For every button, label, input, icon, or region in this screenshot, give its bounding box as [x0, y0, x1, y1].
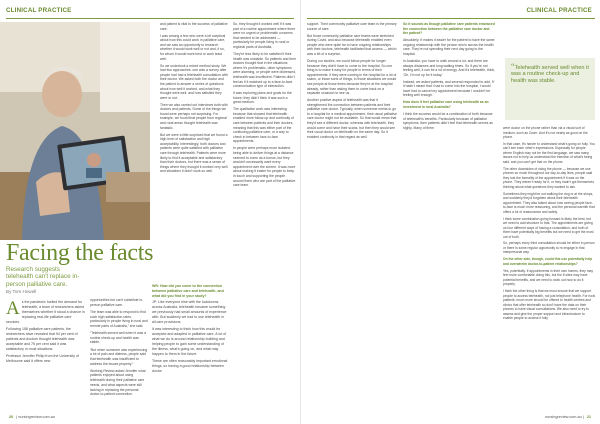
section-label-right: CLINICAL PRACTICE	[526, 7, 592, 14]
body-column-4	[160, 22, 228, 176]
paragraph: and patient is vital to the success of palliative care.	[160, 22, 228, 31]
paragraph: Working Review asked Jennifer what patients enjoyed about using telehealth during their palliative care needs, and what aspects were still lacking in replacing the personal doctor-to-patient connection.	[90, 368, 146, 397]
footer-site-left: | nursingreview.com.au	[16, 415, 55, 419]
paragraph: It was exploring plans and goals for the future; they didn't think it was such a great medium.	[233, 91, 292, 105]
paragraph: opportunities but can't substitute in-person palliative care.	[90, 298, 144, 307]
paragraph: As the pandemic fuelled the demand for telehealth, a team of researchers asked themselves whether it stood a chance in replacing real-life palliative care services.	[6, 298, 85, 324]
header-rule-left	[6, 18, 294, 19]
article-byline: By Tom Howell	[6, 289, 37, 294]
pull-quote: “Telehealth served well when it was a routine check-up and health was stable.	[505, 58, 595, 120]
paragraph: But we were a little surprised that we found a high level of satisfaction and high acceptability. Interestingly, both doctors and patients were quite satisfied with palliative care through telehealth. Patients were more likely to find it acceptable and satisfactory than their doctors, but there was a sense of things where they thought it worked very well and situations it didn't work so well.	[160, 132, 228, 174]
interview-question: WR: How did you come to the connection between palliative care and telehealth, and what did you find in your study?	[152, 284, 224, 298]
paragraph: In that case, it's harder to understand what's going on fully. You can't see each other's expressions. Especially for people where English may not be the first language, we saw many issues not to help us understand the intention of what's being said, and you can't get that on the phone.	[503, 141, 595, 164]
body-column-1	[6, 300, 85, 366]
body-column-8	[503, 126, 595, 323]
paragraph: “Telehealth served well when it was a routine check-up and health was stable.	[90, 331, 146, 345]
paragraph: The qualitative work was interesting because that showed that telehealth enabled more follow-up and continuity of care between patients and their doctors, meaning that this was either part of the continuing palliative care, or a way to check in between face-to-face appointments.	[233, 107, 294, 144]
paragraph: Following 158 palliative care patients, the researchers have revealed that 94 per cent of patients and doctors thought telehealth was acceptable and 75 per cent said it was satisfactory in most situations.	[6, 326, 78, 351]
paragraph: Professor Jennifer Philip from the University of Melbourne said it offers new	[6, 353, 79, 363]
paragraph: support. Their community palliative care team is the primary source of care.	[307, 22, 397, 31]
paragraph: The team was able to respond to find such high satisfaction rates, particularly in people living in rural and remote parts of Australia,” she said.	[90, 309, 148, 328]
article-photo	[0, 22, 150, 240]
paragraph: Instead, we asked patients, and several responded to add, 'If it hadn't meant that I had to come into the hospital, I would have had to cancel my appointment because I wouldn't be feeling well enough.'	[403, 79, 495, 98]
right-page	[300, 0, 600, 424]
paragraph: “But when someone was experiencing a lot of pain and distress, people said that telehealth was insufficient to address the issues properly.”	[90, 347, 148, 366]
paragraph: JP: Like everyone else with the lockdowns across Australia, telehealth became something we previously had small amounts of experience with. But suddenly we had to use telehealth in all care provisions.	[152, 300, 227, 324]
paragraph: Another positive aspect of telehealth was that it strengthened the connection between patients and their palliative care doctor. Typically, when someone needs to go to a hospital for a medical appointment, their usual palliative care doctor might not be available. So that would mean that they'd see a different doctor, whereas with telehealth, they would come and have their scans, but then they would see their usual doctor on telehealth on the same day. So it enabled continuity in that regard as well.	[307, 98, 397, 139]
body-column-5	[233, 22, 296, 190]
drop-cap: A	[6, 298, 20, 319]
paragraph: In Australia, you have to walk around a lot, and there are always distances and long waiting times. So if you're not feeling well, it can be a lot of energy. And it's telehealth, think, 'Oh, I'm not up for it today.'	[403, 58, 495, 77]
paragraph: During our studies, we could follow people for longer because they didn't have to come to the hospital. So one thing is to make it easy for people in terms of their appointments: if they were coming in the hospital for a lot of scans, or those sorts of things, in those situations we would see people at those times because they're at the hospital already, rather than asking them to come back on a separate occasion to see us.	[307, 58, 397, 96]
paragraph: Sometimes they might be out walking the dog or at the shops, and suddenly they'd forgotten about their telehealth appointment. They also talked about how seeing people face-to-face is much more reassuring, and the personal warmth that offers a lot of reassurance and safety.	[503, 191, 595, 214]
interview-question: On the other side, though, could this use potentially help and overwhelm doctor-to-patient relationships?	[503, 257, 593, 266]
paragraph: Then we also carried out interviews both with doctors and patients. Some of the things we found were perhaps not surprising. For example, we found that people from regional and rural areas thought telehealth was fantastic.	[160, 102, 228, 130]
body-column-2	[90, 298, 148, 399]
paragraph: The other downsides of using the phone — because we use phones so much throughout our day-to-day lives, people said they lost the formality of the appointment if it was on the phone. They weren't ready for it, or they hadn't got themselves thinking about what questions they wanted to ask.	[503, 166, 594, 189]
paragraph: They're less likely to be satisfied if their health was unstable. So patients and their doctors thought that in the situations where it's problematic, other symptoms were alarming, or people were distressed, telehealth was insufficient. Patients didn't feel as if it matched up to a face-to-face communication type of interaction.	[233, 51, 296, 89]
paragraph: I think the success would be a combination of both because of telehealth's benefits. Particularly because of palliative symptoms, then patients didn't feel that telehealth serves as highly. Many of them	[403, 112, 493, 130]
paragraph: So, they thought it worked well if it was part of a routine appointment where there were no urgent or problematic concerns that needed to be addressed — particularly for people living in rural or regional parts of Australia.	[233, 22, 296, 49]
page-number-left: 20	[9, 415, 14, 419]
footer-site-right: nursingreview.com.au |	[545, 415, 584, 419]
interview-question: How does it feel palliative care using telehealth as an investment in rural Australia?	[403, 100, 489, 110]
interview-question: So it sounds as though palliative care patients embraced the connection between the palliative care doctor and the patient?	[403, 22, 495, 36]
header-rule-right	[307, 18, 595, 19]
page-number-right: 21	[586, 415, 591, 419]
footer-right	[545, 415, 594, 419]
paragraph: It was interesting to think how this would be accepted and adapted in palliative care. A lot of what we do is around relationship building and helping people to gain some understanding of the illness, what's going on, and what may happen to them in the future.	[152, 327, 227, 356]
body-column-3	[152, 284, 228, 376]
section-label-left: CLINICAL PRACTICE	[6, 7, 72, 14]
body-column-6	[307, 22, 397, 142]
quote-mark-icon: “	[511, 62, 515, 71]
body-column-7	[403, 22, 495, 133]
paragraph: So we undertook a mixed method study. We had two approaches: one was a survey after people had had a telehealth consultation with their doctor. We asked both the doctor and the patient to answer a series of questions about how well it worked, and what they thought went well, and how satisfied they were or not.	[160, 63, 228, 100]
paragraph: I think the other thing is that we must ensure that we support people to access telehealth, not just telephone health. For rural patients, much more should be offered to health centres and clinics that offer telehealth so don't have the data on their phones to have visual consultations. We also need to try to assess and give the proper support and infrastructure to enable people to access it fully.	[503, 289, 596, 321]
paragraph: So, perhaps every third consultation should be either in-person or there is some regular opportunity to re-engage in that interpersonal way.	[503, 241, 595, 255]
paragraph: In people were perhaps more isolated, being able to deliver things at a distance seemed to come as a bonus, but they wouldn't necessarily want every appointment over the screen. It was more about making it easier for people to keep in touch and supporting the people around them who are part of the palliative care team.	[233, 146, 296, 188]
paragraph: were doctor on the phone rather than via a visual sort of medium, such as Zoom. And it's not nearly as good on the phone.	[503, 126, 588, 139]
paragraph: But those community palliative care teams were stretched during Covid, and also because telehealth enabled even people who were quite far to have ongoing relationships with their doctors, telehealth facilitated that access — which was a bit of a surprise.	[307, 33, 397, 56]
telehealth-photo-illustration	[0, 22, 150, 240]
paragraph: Yes, potentially. If appointments in their own homes, they may feel more comfortable doing this, but the 8 sites may have potential benefits, and we need to work out how to do it properly.	[503, 268, 593, 287]
paragraph: I was among a few who were a bit sceptical about how this could work in palliative care, and we saw an opportunity to research whether it would work well or not and, if so, for whom it would work best or work least well.	[160, 33, 226, 61]
paragraph: Absolutely. It makes it easier for the patient to have the same ongoing relationship with the person who's across the health care. They're not spending their next day going to the hospital.	[403, 38, 495, 56]
paragraph: These are often reasonably important emotional things, so having a good relationship between doctor	[152, 359, 228, 373]
article-standfirst: Research suggests telehealth can't replace in-person palliative care.	[6, 266, 80, 288]
article-headline: Facing the facts	[6, 240, 154, 266]
footer-left	[6, 415, 55, 419]
paragraph: I think some combination going forward is likely the best, but we need to add structure to that. The appointments are giving us four different ways of having a consultation, and both of them have potentially big benefits but we need to get the most out of both.	[503, 216, 594, 239]
